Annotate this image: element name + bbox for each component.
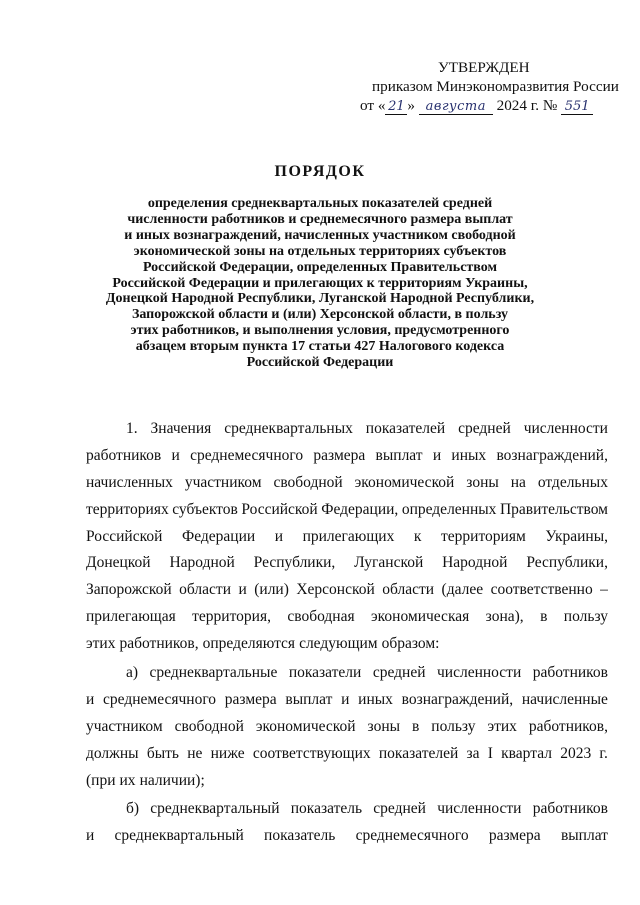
word: I	[487, 744, 493, 762]
document-title: ПОРЯДОК	[274, 163, 366, 180]
word: свободная	[287, 608, 355, 626]
paragraph-line	[86, 768, 608, 795]
paragraph-line	[86, 524, 608, 551]
word: (далее	[441, 581, 484, 599]
word: среднемесячного	[190, 446, 304, 464]
date-year-text: 2024 г. №	[496, 97, 558, 114]
word: Народной	[169, 554, 235, 572]
word: зоны	[367, 717, 401, 735]
word: среднемесячного	[355, 827, 469, 845]
approval-order-line: приказом Минэкономразвития России	[372, 78, 619, 95]
word: пользу	[563, 608, 608, 626]
word: численности	[437, 800, 522, 818]
paragraph-line	[86, 823, 608, 850]
word: свободной	[273, 473, 343, 491]
word: определенных	[401, 500, 497, 518]
word: Донецкой	[86, 554, 151, 572]
word: б)	[126, 800, 140, 818]
word: зона),	[485, 608, 524, 626]
word: квартал	[501, 744, 552, 762]
paragraph-line	[86, 497, 608, 524]
document-subtitle	[80, 196, 560, 371]
word: численности	[523, 420, 608, 437]
subtitle-line: Российской Федерации	[246, 355, 394, 371]
subtitle-line: Запорожской области и (или) Херсонской области, в пользу	[131, 307, 509, 323]
word: и	[432, 446, 442, 464]
word: прилегающая	[86, 608, 176, 626]
paragraph-line	[86, 550, 608, 577]
paragraph-line	[86, 604, 608, 631]
approval-block	[338, 58, 622, 115]
word: показателей	[378, 744, 459, 762]
word: работников	[532, 664, 608, 682]
date-prefix: от «	[360, 97, 386, 114]
word: а)	[126, 664, 139, 682]
word: показателей	[365, 420, 446, 437]
paragraph-line	[86, 443, 608, 470]
word: работников	[532, 800, 608, 818]
word: размера	[488, 827, 541, 845]
word: начисленных	[86, 473, 173, 491]
subtitle-line: определения среднеквартальных показателей средней	[147, 196, 493, 211]
word: за	[466, 744, 480, 762]
word: Российской	[86, 527, 163, 545]
paragraph	[86, 416, 608, 658]
subtitle-line: и иных вознаграждений, начисленных участником свободной	[124, 227, 516, 243]
word: в	[412, 717, 420, 735]
word: вознаграждений,	[401, 690, 514, 708]
word: 1.	[126, 420, 138, 437]
word: и	[238, 581, 247, 599]
word: начисленные	[521, 690, 608, 708]
subtitle-line: этих работников, и выполнения условия, предусмотренного	[130, 323, 510, 339]
word: и	[274, 527, 284, 545]
word: и	[171, 446, 180, 464]
word: этих	[487, 717, 517, 735]
word: соответственно	[490, 581, 593, 599]
subtitle-line: Российской Федерации и прилегающих к территориям Украины,	[112, 275, 528, 291]
word: показатель	[264, 827, 336, 845]
word: территория,	[192, 608, 271, 626]
word: средней	[372, 664, 426, 682]
date-quote-close: »	[407, 97, 416, 114]
word: не	[187, 744, 203, 762]
document-body	[86, 416, 608, 850]
word: прилегающих	[302, 527, 395, 545]
word: территориям	[441, 527, 526, 545]
word: среднеквартальные	[149, 664, 278, 682]
word: должны	[86, 744, 139, 762]
handwritten-order-number: 551	[561, 100, 593, 115]
word: –	[600, 581, 608, 599]
handwritten-month: августа	[419, 100, 493, 115]
word: к	[413, 527, 422, 545]
word: размера	[224, 690, 277, 708]
word: участником	[86, 717, 163, 735]
word: среднеквартальных	[224, 420, 353, 437]
word: территориях	[86, 500, 169, 518]
word: Народной	[442, 554, 508, 572]
word: Луганской	[354, 554, 424, 572]
handwritten-day: 21	[385, 100, 407, 115]
word: образом:	[381, 635, 440, 653]
word: (или)	[254, 581, 289, 599]
word: иных	[358, 690, 393, 708]
word: ниже	[210, 744, 245, 762]
word: отдельных	[537, 473, 608, 491]
word: численности	[436, 664, 522, 682]
word: экономической	[354, 473, 455, 491]
word: 2023	[560, 744, 592, 762]
word: среднемесячного	[103, 690, 217, 708]
word: на	[510, 473, 526, 491]
subtitle-line: абзацем вторым пункта 17 статьи 427 Налогового кодекса	[135, 339, 505, 355]
word: Правительством	[499, 500, 608, 518]
paragraph-line	[86, 796, 608, 823]
word: зоны	[466, 473, 499, 491]
word: показатель	[290, 800, 363, 818]
word: свободной	[174, 717, 244, 735]
paragraph-line	[86, 660, 608, 687]
word: иных	[451, 446, 487, 464]
word: и	[341, 690, 350, 708]
subtitle-line: экономической зоны на отдельных территориях субъектов	[133, 243, 507, 259]
word: этих	[86, 635, 116, 653]
word: определяются	[202, 635, 296, 653]
word: субъектов	[172, 500, 238, 518]
word: г.	[599, 744, 608, 762]
word: соответствующих	[252, 744, 371, 762]
word: в	[540, 608, 548, 626]
word: экономической	[255, 717, 356, 735]
subtitle-line: численности работников и среднемесячного размера выплат	[127, 211, 513, 227]
word: Запорожской	[86, 581, 172, 599]
word: средней	[373, 800, 426, 818]
paragraph-line	[86, 416, 608, 443]
word: Значения	[150, 420, 212, 437]
word: пользу	[431, 717, 476, 735]
word: Российской	[241, 500, 318, 518]
word: Республики,	[253, 554, 336, 572]
word: их	[119, 771, 136, 789]
word: среднеквартальный	[114, 827, 244, 845]
word: средней	[458, 420, 511, 437]
word: Херсонской	[296, 581, 375, 599]
word: участником	[184, 473, 262, 491]
paragraph-line	[86, 470, 608, 497]
word: Республики,	[526, 554, 608, 572]
paragraph-line	[86, 741, 608, 768]
word: работников	[86, 446, 162, 464]
word: Федерации	[181, 527, 256, 545]
paragraph-line	[86, 687, 608, 714]
word: и	[86, 690, 95, 708]
word: работников,	[119, 635, 199, 653]
paragraph-line	[86, 631, 608, 658]
paragraph-line	[86, 714, 608, 741]
subtitle-line: Донецкой Народной Республики, Луганской Народной Республики,	[105, 291, 535, 307]
word: размера	[313, 446, 366, 464]
word: выплат	[375, 446, 423, 464]
word: Федерации,	[321, 500, 399, 518]
paragraph-line	[86, 577, 608, 604]
word: Украины,	[545, 527, 608, 545]
subtitle-line: Российской Федерации, определенных Правительством	[142, 259, 498, 275]
word: показатели	[288, 664, 362, 682]
word: выплат	[560, 827, 608, 845]
approval-date-line	[338, 96, 622, 115]
word: наличии);	[139, 771, 205, 789]
word: (при	[86, 771, 116, 789]
approval-heading: УТВЕРЖДЕН	[438, 59, 530, 76]
word: вознаграждений,	[496, 446, 608, 464]
paragraph	[86, 796, 608, 850]
word: области	[179, 581, 231, 599]
paragraph	[86, 660, 608, 794]
word: следующим	[299, 635, 378, 653]
word: среднеквартальный	[150, 800, 280, 818]
word: экономическая	[371, 608, 470, 626]
word: выплат	[285, 690, 333, 708]
word: и	[86, 827, 95, 845]
word: области	[382, 581, 435, 599]
word: работников,	[528, 717, 608, 735]
word: быть	[146, 744, 179, 762]
